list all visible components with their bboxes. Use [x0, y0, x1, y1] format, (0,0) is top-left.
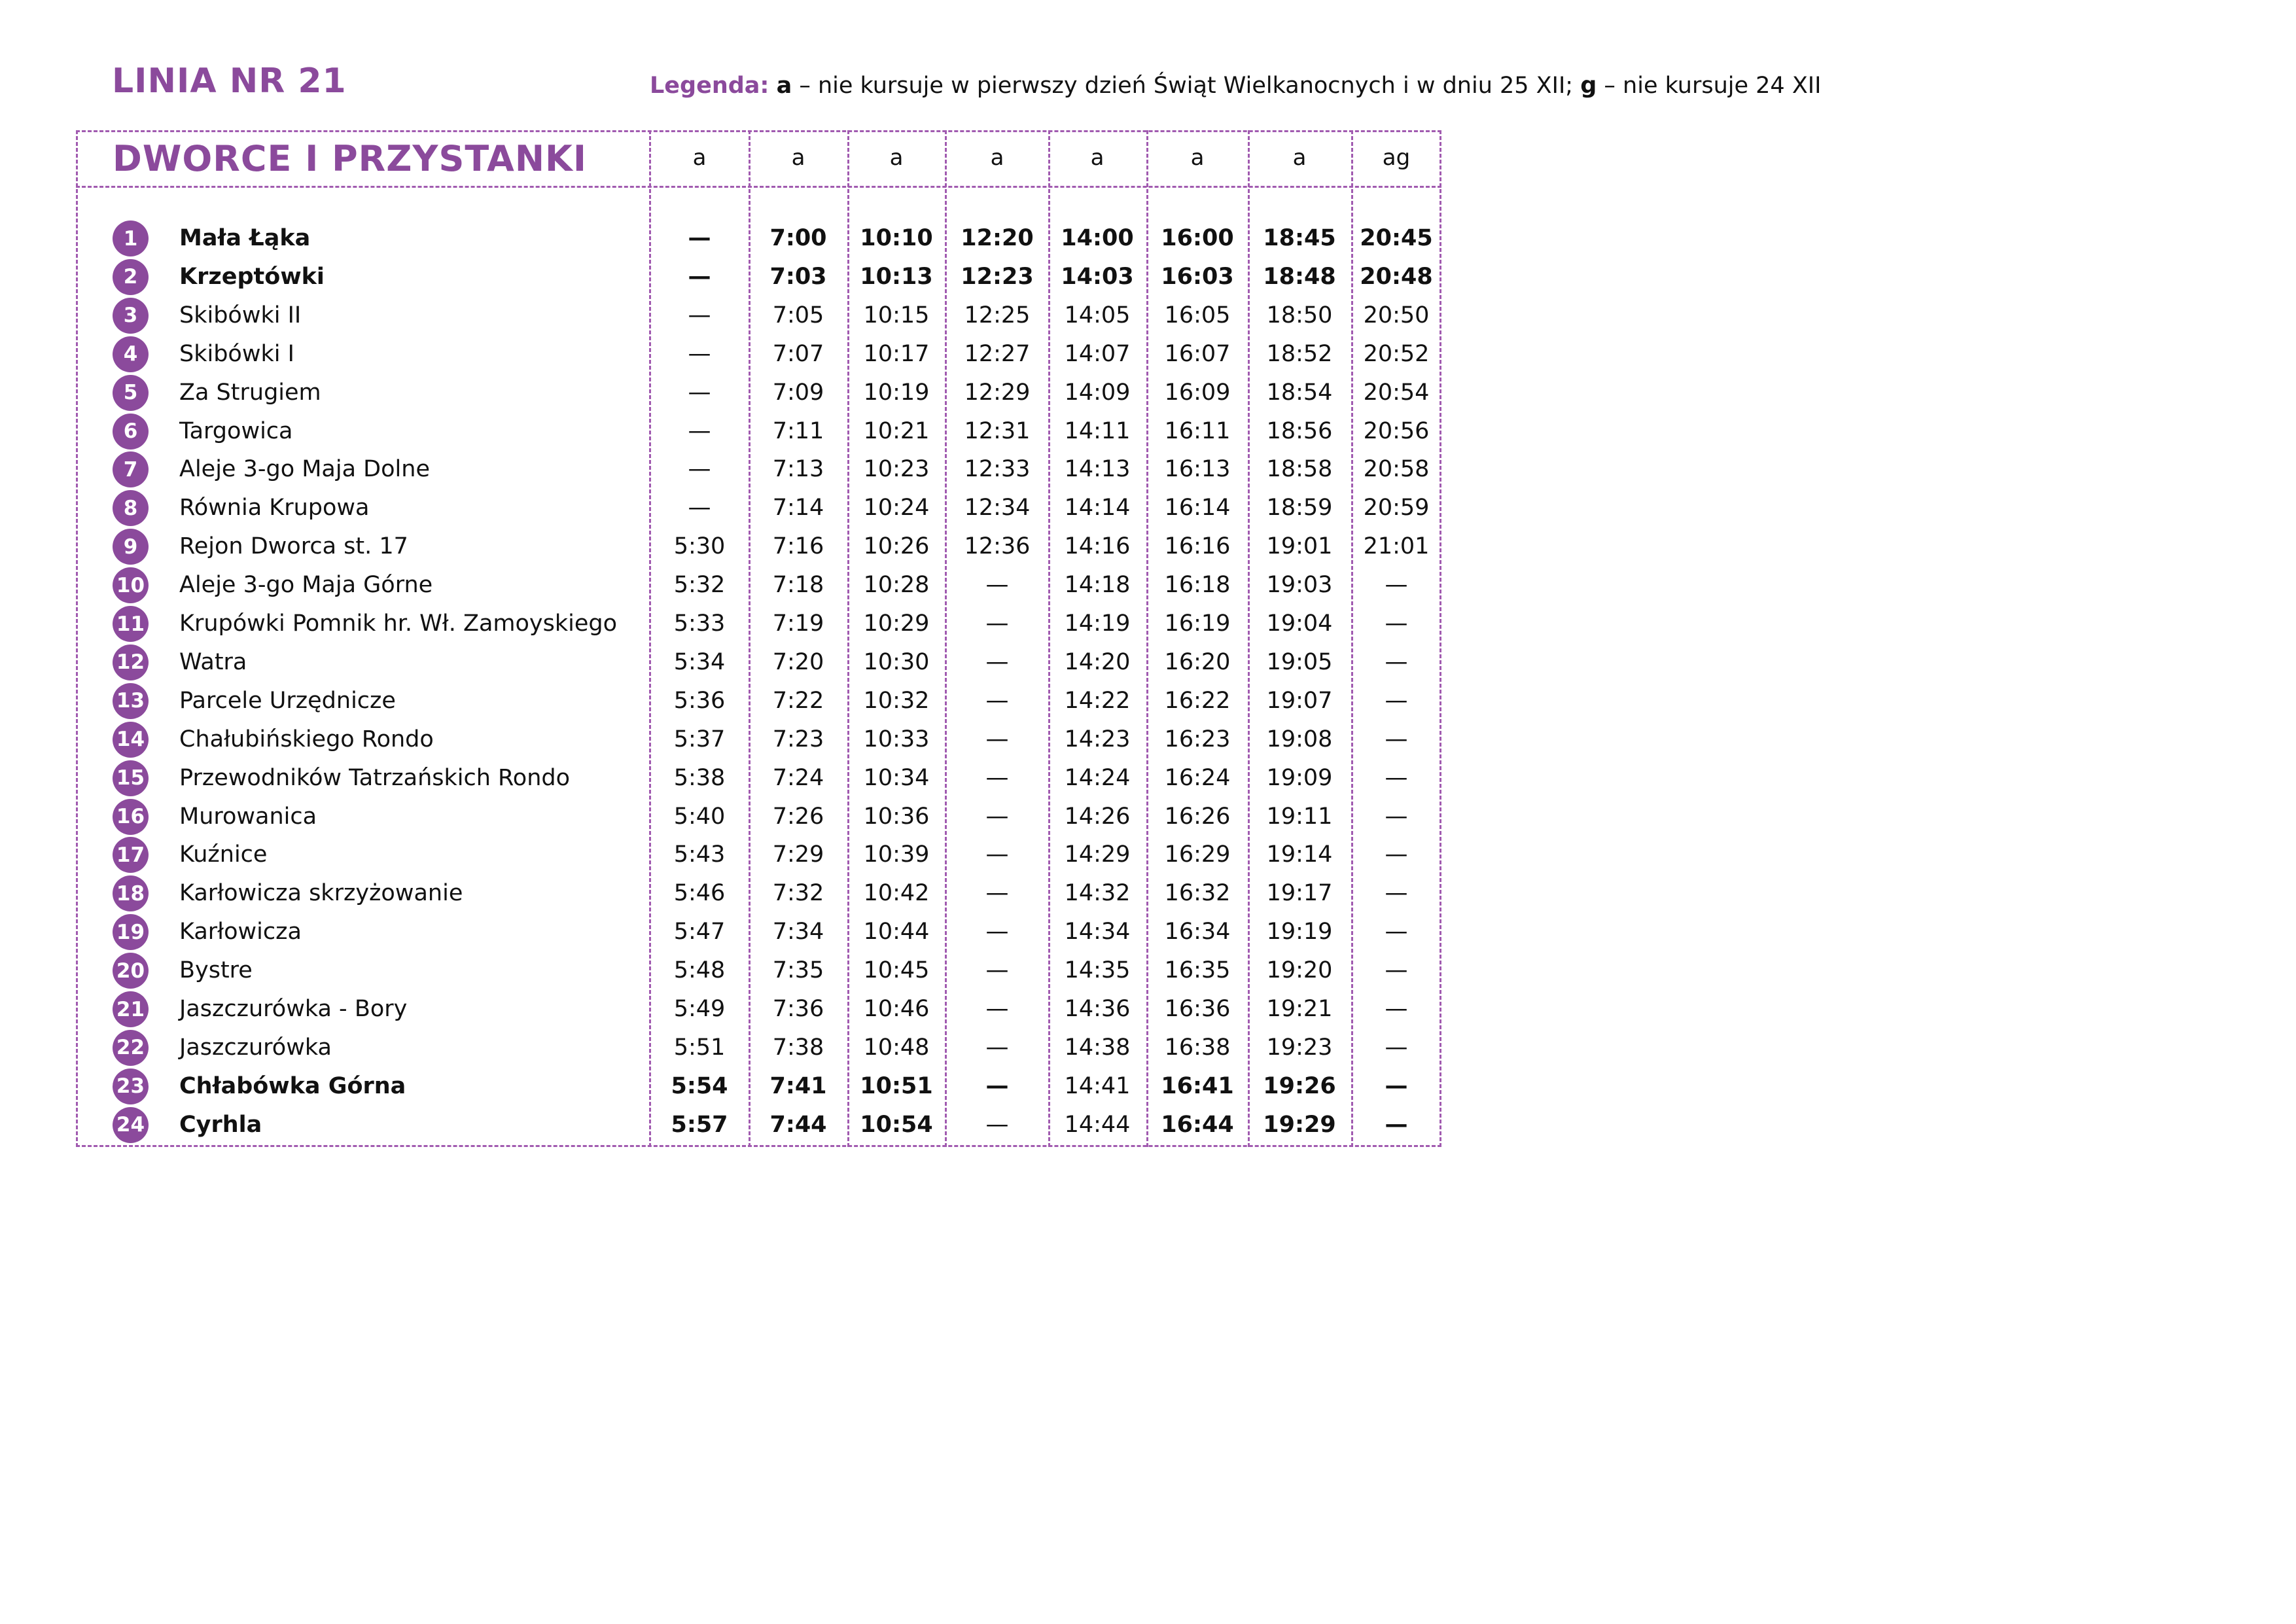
stop-number-badge: 23	[113, 1068, 149, 1104]
stop-name: Aleje 3-go Maja Górne	[179, 572, 433, 599]
stop-name: Aleje 3-go Maja Dolne	[179, 456, 430, 483]
departure-time: 12:36	[964, 533, 1031, 560]
table-row	[0, 682, 1441, 720]
departure-time: —	[688, 225, 711, 251]
departure-time: 7:22	[772, 687, 824, 714]
departure-time: 10:15	[863, 302, 930, 328]
departure-time: 16:13	[1164, 456, 1231, 483]
departure-time: —	[1385, 572, 1408, 599]
departure-time: 14:22	[1064, 687, 1131, 714]
departure-time: 10:44	[863, 919, 930, 945]
departure-time: —	[985, 687, 1009, 714]
table-row	[0, 951, 1441, 989]
departure-time: 16:03	[1161, 263, 1234, 290]
stop-number-badge: 1	[113, 221, 149, 256]
departure-time: 12:34	[964, 495, 1031, 521]
departure-time: 18:50	[1266, 302, 1333, 328]
stop-number-badge: 19	[113, 914, 149, 950]
departure-time: 14:03	[1061, 263, 1134, 290]
departure-time: 5:36	[673, 687, 726, 714]
departure-time: 19:04	[1266, 610, 1333, 637]
departure-time: 5:33	[673, 610, 726, 637]
departure-time: 19:21	[1266, 996, 1333, 1022]
departure-time: 19:01	[1266, 533, 1333, 560]
departure-time: —	[1385, 1072, 1408, 1099]
departure-time: —	[688, 302, 711, 328]
departure-time: 14:07	[1064, 340, 1131, 367]
legend-text-a: – nie kursuje w pierwszy dzień Świąt Wielkanocnych i w dniu 25 XII;	[792, 73, 1581, 99]
column-header: a	[1090, 145, 1104, 171]
table-row	[0, 335, 1441, 373]
departure-time: 10:51	[860, 1072, 933, 1099]
departure-time: 16:14	[1164, 495, 1231, 521]
departure-time: 16:05	[1164, 302, 1231, 328]
departure-time: 10:45	[863, 957, 930, 984]
column-header: a	[990, 145, 1004, 171]
departure-time: 10:42	[863, 880, 930, 907]
departure-time: 12:31	[964, 417, 1031, 444]
departure-time: —	[985, 610, 1009, 637]
departure-time: 7:44	[769, 1111, 827, 1138]
departure-time: —	[1385, 1034, 1408, 1061]
departure-time: —	[1385, 610, 1408, 637]
departure-time: —	[1385, 957, 1408, 984]
departure-time: 19:23	[1266, 1034, 1333, 1061]
departure-time: 14:35	[1064, 957, 1131, 984]
departure-time: 16:41	[1161, 1072, 1234, 1099]
departure-time: —	[985, 1072, 1009, 1099]
departure-time: 18:59	[1266, 495, 1333, 521]
departure-time: —	[985, 880, 1009, 907]
stop-number-badge: 11	[113, 606, 149, 642]
column-header: ag	[1382, 145, 1411, 171]
departure-time: 5:37	[673, 726, 726, 752]
departure-time: 7:41	[769, 1072, 827, 1099]
departure-time: —	[1385, 726, 1408, 752]
departure-time: 5:38	[673, 764, 726, 791]
stop-number-badge: 6	[113, 414, 149, 450]
departure-time: 20:54	[1363, 379, 1430, 406]
stop-number-badge: 17	[113, 837, 149, 873]
departure-time: 7:23	[772, 726, 824, 752]
stop-name: Karłowicza	[179, 919, 302, 945]
departure-time: 10:10	[860, 225, 933, 251]
stop-name: Rejon Dworca st. 17	[179, 533, 408, 560]
departure-time: 14:38	[1064, 1034, 1131, 1061]
departure-time: 19:07	[1266, 687, 1333, 714]
departure-time: 14:41	[1064, 1072, 1131, 1099]
departure-time: —	[985, 919, 1009, 945]
departure-time: 14:16	[1064, 533, 1131, 560]
departure-time: —	[1385, 841, 1408, 868]
departure-time: 16:35	[1164, 957, 1231, 984]
departure-time: 14:09	[1064, 379, 1131, 406]
legend-code-a: a	[776, 73, 792, 99]
departure-time: 10:32	[863, 687, 930, 714]
departure-time: 19:20	[1266, 957, 1333, 984]
stop-number-badge: 20	[113, 953, 149, 989]
departure-time: —	[985, 1111, 1009, 1138]
departure-time: —	[985, 996, 1009, 1022]
departure-time: 19:19	[1266, 919, 1333, 945]
departure-time: 10:48	[863, 1034, 930, 1061]
table-row	[0, 720, 1441, 758]
departure-time: 10:30	[863, 648, 930, 675]
departure-time: 16:19	[1164, 610, 1231, 637]
departure-time: 12:27	[964, 340, 1031, 367]
legend-code-g: g	[1580, 73, 1597, 99]
departure-time: —	[1385, 648, 1408, 675]
departure-time: 5:51	[673, 1034, 726, 1061]
stop-name: Karłowicza skrzyżowanie	[179, 880, 463, 907]
departure-time: 7:24	[772, 764, 824, 791]
stop-number-badge: 12	[113, 644, 149, 680]
departure-time: —	[985, 1034, 1009, 1061]
stop-name: Skibówki II	[179, 302, 302, 328]
table-row	[0, 489, 1441, 527]
departure-time: 14:14	[1064, 495, 1131, 521]
table-row	[0, 759, 1441, 797]
stop-name: Skibówki I	[179, 340, 294, 367]
departure-time: 5:32	[673, 572, 726, 599]
departure-time: 10:28	[863, 572, 930, 599]
stop-name: Jaszczurówka	[179, 1034, 332, 1061]
departure-time: 14:34	[1064, 919, 1131, 945]
departure-time: 10:46	[863, 996, 930, 1022]
stop-number-badge: 22	[113, 1030, 149, 1066]
departure-time: 19:29	[1263, 1111, 1336, 1138]
departure-time: 18:45	[1263, 225, 1336, 251]
stop-name: Cyrhla	[179, 1111, 262, 1138]
departure-time: 16:36	[1164, 996, 1231, 1022]
stop-number-badge: 14	[113, 722, 149, 758]
departure-time: 5:48	[673, 957, 726, 984]
stop-name: Równia Krupowa	[179, 495, 370, 521]
departure-time: 5:43	[673, 841, 726, 868]
departure-time: 7:16	[772, 533, 824, 560]
stop-number-badge: 8	[113, 490, 149, 526]
departure-time: 16:11	[1164, 417, 1231, 444]
departure-time: —	[985, 764, 1009, 791]
table-row	[0, 836, 1441, 874]
departure-time: 21:01	[1363, 533, 1430, 560]
departure-time: 16:16	[1164, 533, 1231, 560]
departure-time: 20:58	[1363, 456, 1430, 483]
departure-time: 16:22	[1164, 687, 1231, 714]
departure-time: 5:49	[673, 996, 726, 1022]
departure-time: 5:47	[673, 919, 726, 945]
departure-time: 7:38	[772, 1034, 824, 1061]
departure-time: 14:36	[1064, 996, 1131, 1022]
departure-time: 7:07	[772, 340, 824, 367]
departure-time: 7:29	[772, 841, 824, 868]
departure-time: —	[1385, 880, 1408, 907]
stop-number-badge: 9	[113, 529, 149, 565]
departure-time: —	[688, 417, 711, 444]
stop-name: Za Strugiem	[179, 379, 321, 406]
departure-time: 12:20	[961, 225, 1034, 251]
stop-number-badge: 2	[113, 259, 149, 295]
stop-number-badge: 3	[113, 298, 149, 334]
stop-number-badge: 24	[113, 1107, 149, 1143]
departure-time: 7:36	[772, 996, 824, 1022]
departure-time: 7:05	[772, 302, 824, 328]
departure-time: 20:48	[1360, 263, 1433, 290]
departure-time: 14:23	[1064, 726, 1131, 752]
departure-time: 7:20	[772, 648, 824, 675]
stop-name: Targowica	[179, 417, 293, 444]
departure-time: —	[985, 572, 1009, 599]
departure-time: 16:07	[1164, 340, 1231, 367]
stop-name: Kuźnice	[179, 841, 268, 868]
table-row	[0, 643, 1441, 681]
departure-time: —	[1385, 919, 1408, 945]
column-header: a	[1190, 145, 1205, 171]
departure-time: 19:26	[1263, 1072, 1336, 1099]
stop-number-badge: 21	[113, 991, 149, 1027]
stop-number-badge: 13	[113, 683, 149, 719]
departure-time: 16:23	[1164, 726, 1231, 752]
departure-time: 16:00	[1161, 225, 1234, 251]
stop-name: Chałubińskiego Rondo	[179, 726, 434, 752]
departure-time: —	[688, 340, 711, 367]
departure-time: 19:03	[1266, 572, 1333, 599]
table-row	[0, 258, 1441, 296]
departure-time: 12:23	[961, 263, 1034, 290]
departure-time: 7:14	[772, 495, 824, 521]
table-row	[0, 913, 1441, 951]
departure-time: 19:05	[1266, 648, 1333, 675]
legend	[650, 73, 1821, 99]
departure-time: 14:29	[1064, 841, 1131, 868]
header-divider	[76, 186, 1441, 188]
departure-time: 14:19	[1064, 610, 1131, 637]
table-row	[0, 990, 1441, 1028]
departure-time: —	[688, 456, 711, 483]
departure-time: —	[688, 379, 711, 406]
table-row	[0, 874, 1441, 912]
stop-name: Bystre	[179, 957, 253, 984]
departure-time: 16:24	[1164, 764, 1231, 791]
departure-time: 10:23	[863, 456, 930, 483]
departure-time: 10:29	[863, 610, 930, 637]
departure-time: 7:35	[772, 957, 824, 984]
column-header: a	[692, 145, 707, 171]
departure-time: —	[1385, 687, 1408, 714]
departure-time: 18:48	[1263, 263, 1336, 290]
departure-time: 10:39	[863, 841, 930, 868]
departure-time: 19:09	[1266, 764, 1333, 791]
stop-name: Murowanica	[179, 803, 317, 830]
table-row	[0, 1106, 1441, 1144]
departure-time: 10:17	[863, 340, 930, 367]
stop-name: Jaszczurówka - Bory	[179, 996, 408, 1022]
departure-time: —	[688, 495, 711, 521]
departure-time: 12:33	[964, 456, 1031, 483]
departure-time: 20:56	[1363, 417, 1430, 444]
departure-time: 7:00	[769, 225, 827, 251]
stop-name: Parcele Urzędnicze	[179, 687, 396, 714]
departure-time: 10:24	[863, 495, 930, 521]
legend-text-g: – nie kursuje 24 XII	[1597, 73, 1822, 99]
column-header: a	[791, 145, 805, 171]
departure-time: 7:26	[772, 803, 824, 830]
stop-name: Mała Łąka	[179, 225, 311, 251]
departure-time: 14:13	[1064, 456, 1131, 483]
departure-time: 14:32	[1064, 880, 1131, 907]
departure-time: 16:44	[1161, 1111, 1234, 1138]
departure-time: 10:19	[863, 379, 930, 406]
departure-time: 10:36	[863, 803, 930, 830]
departure-time: 20:59	[1363, 495, 1430, 521]
table-row	[0, 566, 1441, 604]
stops-heading: DWORCE I PRZYSTANKI	[113, 138, 587, 179]
departure-time: —	[688, 263, 711, 290]
departure-time: 14:11	[1064, 417, 1131, 444]
departure-time: 5:40	[673, 803, 726, 830]
column-header: a	[1292, 145, 1307, 171]
departure-time: 16:09	[1164, 379, 1231, 406]
table-row	[0, 1029, 1441, 1067]
departure-time: 16:20	[1164, 648, 1231, 675]
departure-time: 18:58	[1266, 456, 1333, 483]
departure-time: 7:11	[772, 417, 824, 444]
departure-time: —	[1385, 764, 1408, 791]
departure-time: 7:03	[769, 263, 827, 290]
stop-name: Watra	[179, 648, 247, 675]
departure-time: 19:11	[1266, 803, 1333, 830]
departure-time: 12:29	[964, 379, 1031, 406]
page-title: LINIA NR 21	[112, 62, 347, 101]
departure-time: 7:09	[772, 379, 824, 406]
departure-time: 10:34	[863, 764, 930, 791]
stop-name: Przewodników Tatrzańskich Rondo	[179, 764, 571, 791]
departure-time: 14:26	[1064, 803, 1131, 830]
departure-time: 7:32	[772, 880, 824, 907]
stop-number-badge: 16	[113, 799, 149, 835]
departure-time: —	[985, 648, 1009, 675]
table-row	[0, 412, 1441, 450]
table-row	[0, 296, 1441, 334]
table-row	[0, 605, 1441, 643]
departure-time: 10:54	[860, 1111, 933, 1138]
departure-time: —	[985, 726, 1009, 752]
stop-name: Krzeptówki	[179, 263, 325, 290]
departure-time: 10:13	[860, 263, 933, 290]
departure-time: 5:46	[673, 880, 726, 907]
departure-time: 5:57	[671, 1111, 728, 1138]
departure-time: 7:18	[772, 572, 824, 599]
departure-time: 16:38	[1164, 1034, 1231, 1061]
departure-time: 16:29	[1164, 841, 1231, 868]
departure-time: 14:05	[1064, 302, 1131, 328]
legend-label: Legenda:	[650, 73, 769, 99]
departure-time: 20:52	[1363, 340, 1430, 367]
departure-time: —	[1385, 1111, 1408, 1138]
departure-time: 18:56	[1266, 417, 1333, 444]
departure-time: 7:13	[772, 456, 824, 483]
table-row	[0, 527, 1441, 565]
departure-time: 5:54	[671, 1072, 728, 1099]
departure-time: 19:08	[1266, 726, 1333, 752]
departure-time: 16:18	[1164, 572, 1231, 599]
stop-number-badge: 4	[113, 336, 149, 372]
departure-time: 14:44	[1064, 1111, 1131, 1138]
departure-time: 7:19	[772, 610, 824, 637]
table-row	[0, 798, 1441, 836]
departure-time: 10:26	[863, 533, 930, 560]
departure-time: 14:18	[1064, 572, 1131, 599]
departure-time: 10:33	[863, 726, 930, 752]
departure-time: 16:26	[1164, 803, 1231, 830]
departure-time: 20:50	[1363, 302, 1430, 328]
departure-time: 10:21	[863, 417, 930, 444]
departure-time: 18:52	[1266, 340, 1333, 367]
departure-time: 16:34	[1164, 919, 1231, 945]
departure-time: 5:30	[673, 533, 726, 560]
departure-time: 14:00	[1061, 225, 1134, 251]
departure-time: 5:34	[673, 648, 726, 675]
departure-time: 14:24	[1064, 764, 1131, 791]
table-row	[0, 219, 1441, 257]
departure-time: 19:14	[1266, 841, 1333, 868]
table-row	[0, 450, 1441, 488]
departure-time: 16:32	[1164, 880, 1231, 907]
table-row	[0, 374, 1441, 412]
departure-time: 18:54	[1266, 379, 1333, 406]
stop-number-badge: 15	[113, 760, 149, 796]
departure-time: —	[985, 841, 1009, 868]
departure-time: —	[1385, 803, 1408, 830]
stop-number-badge: 10	[113, 567, 149, 603]
departure-time: —	[985, 803, 1009, 830]
departure-time: 12:25	[964, 302, 1031, 328]
departure-time: —	[985, 957, 1009, 984]
departure-time: 20:45	[1360, 225, 1433, 251]
departure-time: 7:34	[772, 919, 824, 945]
stop-number-badge: 18	[113, 875, 149, 911]
stop-number-badge: 7	[113, 451, 149, 487]
departure-time: —	[1385, 996, 1408, 1022]
departure-time: 14:20	[1064, 648, 1131, 675]
stop-name: Krupówki Pomnik hr. Wł. Zamoyskiego	[179, 610, 618, 637]
stop-number-badge: 5	[113, 375, 149, 411]
departure-time: 19:17	[1266, 880, 1333, 907]
stop-name: Chłabówka Górna	[179, 1072, 406, 1099]
column-header: a	[889, 145, 904, 171]
table-row	[0, 1067, 1441, 1105]
